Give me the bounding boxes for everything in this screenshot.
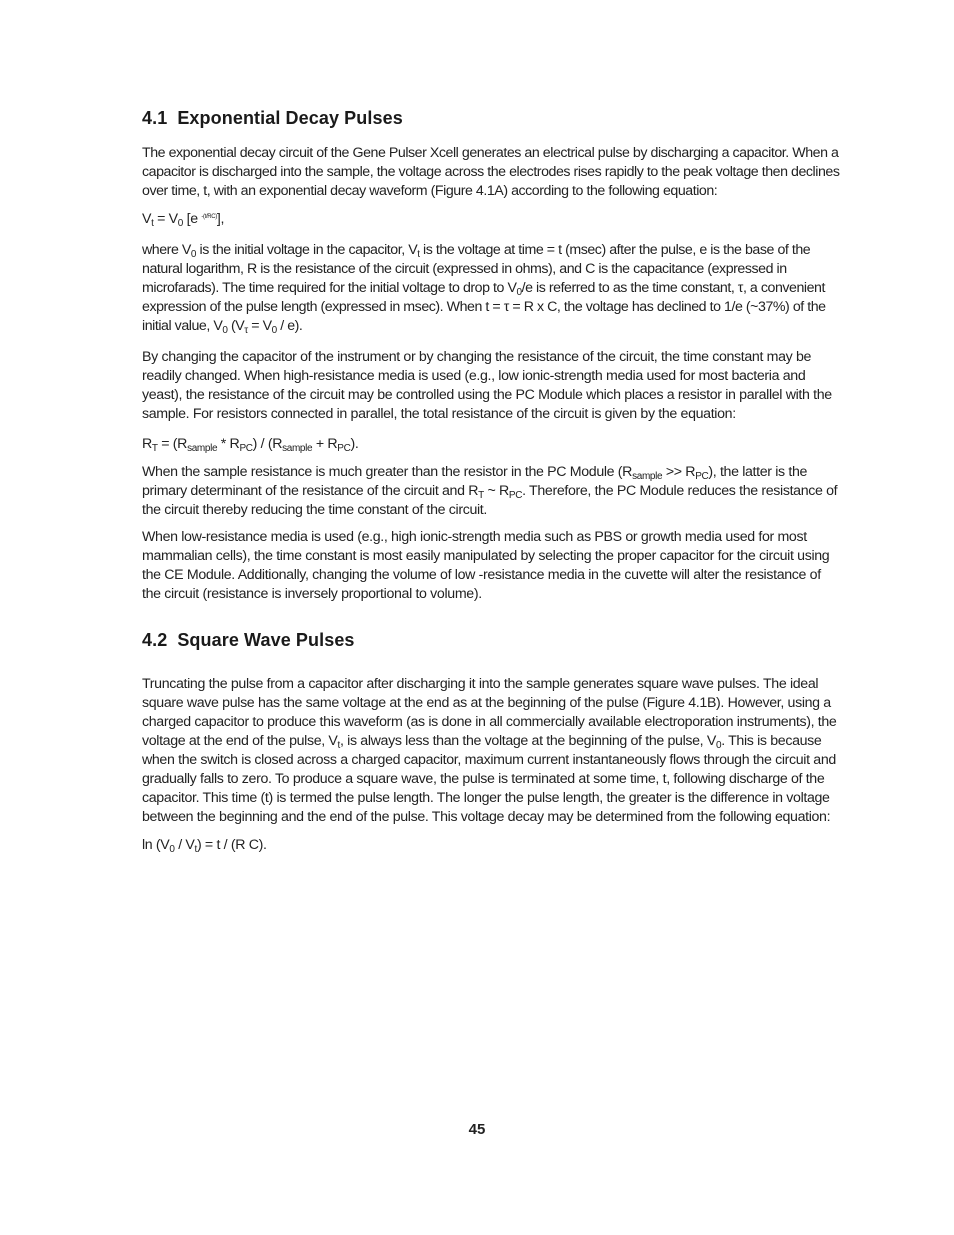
eq-text: ln (V: [142, 837, 170, 853]
text-run: (V: [227, 318, 245, 334]
section-title: Square Wave Pulses: [177, 630, 355, 650]
text-run: ), the latter is the primary determinant of the resistance of the circuit and R: [142, 464, 808, 499]
section-heading-exponential-decay: [142, 108, 842, 129]
eq-text: V: [142, 211, 152, 227]
text-run: . This is because when the switch is closed across a charged capacitor, maximum current instantaneously flows through the circuit and gradually falls to zero. To produce a square wave, the pulse is terminated at some time, t, following discharge of the capacitor. This time (t) is termed the pulse length. The longer the pulse length, the greater is the difference in voltage between the beginning and the end of the pulse. This voltage decay may be determined from the following equation:: [142, 733, 836, 825]
section-number: 4.2: [142, 630, 168, 650]
subscript: 0: [190, 249, 197, 260]
page-content: [142, 108, 842, 855]
eq-subscript: 0: [177, 218, 184, 229]
eq-text: = (R: [157, 436, 188, 452]
eq-text: ) = t / (R C).: [196, 837, 267, 853]
text-run: where V: [142, 242, 191, 258]
eq-text: / V: [174, 837, 195, 853]
subscript: PC: [695, 471, 709, 482]
subscript: t: [417, 249, 420, 260]
eq-subscript: sample: [282, 443, 313, 454]
eq-text: ) / (R: [252, 436, 283, 452]
subscript: 0: [516, 287, 522, 298]
section-title: Exponential Decay Pulses: [177, 108, 403, 128]
text-run: /e is referred to as the time constant, τ, a convenient expression of the pulse length (expressed in msec). When t = τ = R x C, the voltage has declined to 1/e (~37%) of the initial value, V: [142, 280, 826, 334]
equation-parallel-resistance: [142, 435, 842, 454]
subscript: sample: [632, 471, 663, 482]
text-run: is the voltage at time = t (msec) after the pulse, e is the base of the natural logarithm, R is the resistance of the circuit (expressed in ohms), and C is the capacitance (expressed in microfarads). The time required for the initial voltage to drop to V: [142, 242, 811, 296]
text-run: . Therefore, the PC Module reduces the resistance of the circuit thereby reducing the time constant of the circuit.: [142, 483, 838, 518]
paragraph-time-constant: By changing the capacitor of the instrument or by changing the resistance of the circuit, the time constant may be readily changed. When high-resistance media is used (e.g., low ionic-strength media used for most bacteria and yeast), the resistance of the circuit may be controlled using the PC Module which places a resistor in parallel with the sample. For resistors connected in parallel, the total resistance of the circuit is given by the equation:: [142, 349, 832, 422]
eq-subscript: PC: [337, 443, 351, 454]
eq-text: ).: [350, 436, 359, 452]
eq-text: * R: [217, 436, 240, 452]
text-run: >> R: [662, 464, 696, 480]
eq-subscript: PC: [239, 443, 253, 454]
eq-subscript: t: [151, 218, 154, 229]
eq-subscript: t: [194, 844, 197, 855]
text-run: / e).: [276, 318, 303, 334]
paragraph-low-resistance-media: When low-resistance media is used (e.g., high ionic-strength media such as PBS or growth media used for most mammalian cells), the time constant is most easily manipulated by selecting the proper capacitor for the circuit using the CE Module. Additionally, changing the volume of low -resistance media in the cuvette will alter the resistance of the circuit (resistance is inversely proportional to volume).: [142, 529, 830, 602]
subscript: 0: [271, 325, 277, 336]
eq-text: [e: [183, 211, 202, 227]
text-run: Truncating the pulse from a capacitor after discharging it into the sample generates square wave pulses. The ideal square wave pulse has the same voltage at the end as at the beginning of the pulse (Figure 4.1B). However, using a charged capacitor to produce this waveform (as is done in all commercially available electroporation instruments), the voltage at the end of the pulse, V: [142, 676, 837, 749]
text-run: , is always less than the voltage at the beginning of the pulse, V: [339, 733, 716, 749]
eq-subscript: T: [151, 443, 158, 454]
subscript: 0: [715, 740, 722, 751]
subscript: 0: [222, 325, 228, 336]
equation-voltage-decay: [142, 836, 842, 855]
section-number: 4.1: [142, 108, 168, 128]
paragraph-pc-module: [142, 463, 842, 520]
paragraph-exponential-intro: The exponential decay circuit of the Gene Pulser Xcell generates an electrical pulse by discharging a capacitor. When a capacitor is discharged into the sample, the voltage across the electrodes rises rapidly to the peak voltage then declines over time, t, with an exponential decay waveform (Figure 4.1A) according to the following equation:: [142, 145, 840, 199]
text-run: When the sample resistance is much greater than the resistor in the PC Module (R: [142, 464, 633, 480]
page-number: 45: [468, 1121, 486, 1138]
paragraph-variable-definitions: [142, 241, 842, 336]
subscript: t: [337, 740, 340, 751]
equation-exponential-decay: [142, 210, 842, 229]
eq-text: + R: [312, 436, 338, 452]
eq-text: R: [142, 436, 152, 452]
subscript: PC: [508, 490, 523, 501]
eq-subscript: 0: [169, 844, 175, 855]
text-run: = V: [247, 318, 272, 334]
eq-superscript: -(t/RC): [201, 214, 217, 220]
text-run: is the initial voltage in the capacitor, V: [196, 242, 418, 258]
eq-subscript: sample: [187, 443, 218, 454]
eq-text: ],: [216, 211, 225, 227]
eq-text: = V: [153, 211, 178, 227]
subscript: T: [478, 490, 484, 501]
paragraph-square-wave: [142, 675, 842, 827]
text-run: ~ R: [483, 483, 509, 499]
subscript: τ: [244, 325, 248, 336]
section-heading-square-wave: [142, 630, 842, 651]
